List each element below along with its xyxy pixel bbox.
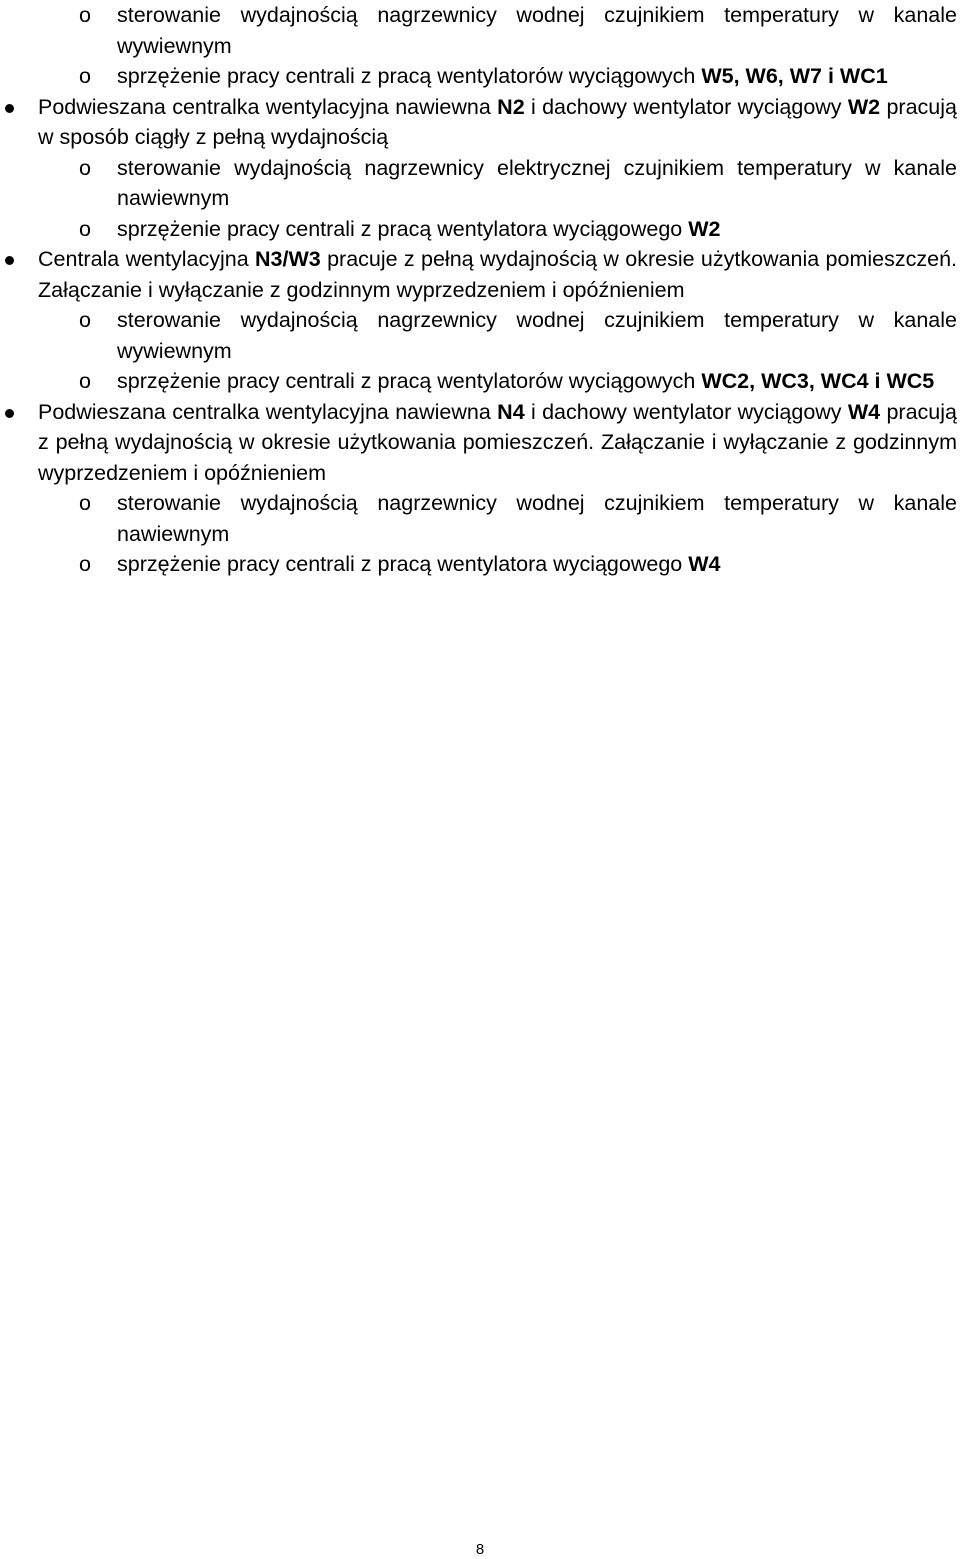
text-run: Podwieszana centralka wentylacyjna nawiewna — [38, 399, 498, 424]
text-run: sterowanie wydajnością nagrzewnicy wodnej czujnikiem temperatury w kanale wywiewnym — [117, 3, 957, 58]
document-body — [38, 0, 957, 580]
text-run: sprzężenie pracy centrali z pracą wentylatorów wyciągowych — [117, 369, 702, 393]
page-number: 8 — [475, 1541, 485, 1558]
bullet-dot-icon — [5, 104, 14, 113]
text-run: Podwieszana centralka wentylacyjna nawiewna — [38, 94, 498, 119]
bold-label: N3/W3 — [255, 247, 321, 271]
bold-label: W4 — [688, 552, 721, 576]
text-run: pracuje z pełną wydajnością w okresie użytkowania pomieszczeń. Załączanie i wyłączanie z godzinnym wyprzedzeniem i opóźnieniem — [38, 247, 957, 302]
text-run: pracują z pełną wydajnością w okresie użytkowania pomieszczeń. Załączanie i wyłączanie z godzinnym wyprzedzeniem i opóźnieniem — [38, 399, 957, 485]
sub-bullet-marker: o — [79, 369, 91, 393]
bold-label: N2 — [497, 94, 525, 119]
sub-bullet-marker: o — [79, 216, 91, 241]
sub-list-item — [38, 61, 957, 92]
text-run: sterowanie wydajnością nagrzewnicy wodnej czujnikiem temperatury w kanale wywiewnym — [117, 308, 957, 363]
text-run: pracują w sposób ciągły z pełną wydajnością — [38, 94, 957, 149]
sub-bullet-marker: o — [79, 491, 91, 515]
bullet-dot-icon — [5, 256, 14, 265]
text-run: sterowanie wydajnością nagrzewnicy wodnej czujnikiem temperatury w kanale nawiewnym — [117, 491, 957, 546]
bullet-dot-icon — [5, 409, 14, 418]
sub-list-item — [38, 153, 957, 214]
sub-bullet-marker: o — [79, 308, 91, 332]
bold-label: N4 — [497, 399, 525, 424]
text-run: sprzężenie pracy centrali z pracą wentylatora wyciągowego — [117, 216, 689, 241]
text-run: i dachowy wentylator wyciągowy — [524, 94, 848, 119]
bold-label: W2 — [847, 94, 881, 119]
text-run: sprzężenie pracy centrali z pracą wentylatorów wyciągowych — [117, 64, 702, 88]
sub-bullet-marker: o — [79, 552, 91, 576]
sub-list-item — [38, 305, 957, 366]
text-run: sprzężenie pracy centrali z pracą wentylatora wyciągowego — [117, 552, 689, 576]
sub-bullet-marker: o — [79, 155, 91, 180]
bullet-list-item — [38, 92, 957, 153]
bold-label: WC2, WC3, WC4 i WC5 — [701, 369, 935, 393]
sub-bullet-marker: o — [79, 3, 91, 27]
sub-list-item — [38, 366, 957, 397]
bold-label: W5, W6, W7 i WC1 — [701, 64, 888, 88]
text-run: Centrala wentylacyjna — [38, 247, 256, 271]
text-run: i dachowy wentylator wyciągowy — [524, 399, 848, 424]
bold-label: W2 — [688, 216, 721, 241]
sub-list-item — [38, 488, 957, 549]
sub-bullet-marker: o — [79, 64, 91, 88]
sub-list-item — [38, 549, 957, 580]
bullet-list-item — [38, 244, 957, 305]
sub-list-item — [38, 214, 957, 245]
text-run: sterowanie wydajnością nagrzewnicy elektrycznej czujnikiem temperatury w kanale nawiewnym — [117, 155, 957, 210]
bold-label: W4 — [847, 399, 881, 424]
bullet-list-item — [38, 397, 957, 489]
sub-list-item — [38, 0, 957, 61]
